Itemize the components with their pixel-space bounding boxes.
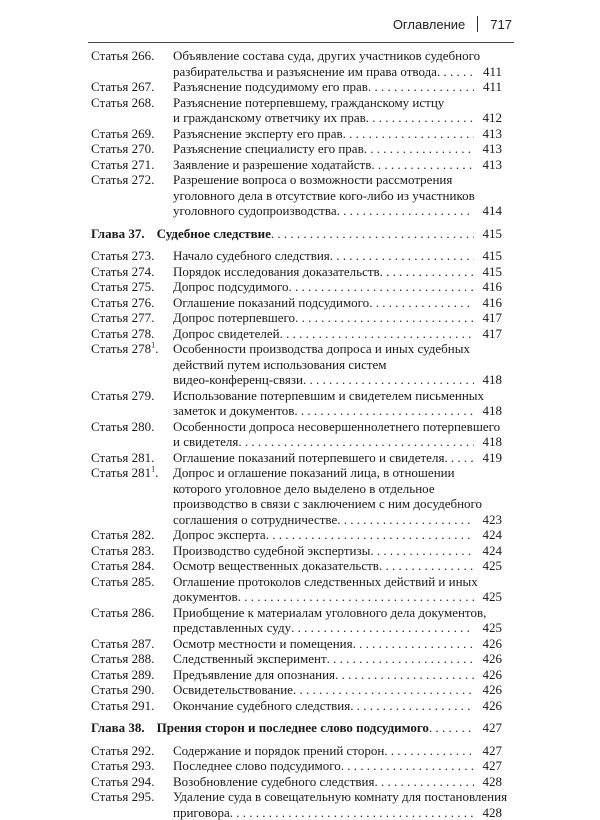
article-number: Статья $278^1$.	[91, 341, 173, 357]
page-ref: 425	[474, 558, 502, 574]
entry-title	[173, 248, 502, 264]
entry-title	[157, 226, 502, 242]
dot-leader	[444, 450, 474, 466]
title-line: разбирательства и разъяснение им права отвода	[173, 64, 437, 80]
entry-title	[173, 543, 502, 559]
dot-leader	[350, 698, 474, 714]
page-ref: 417	[474, 326, 502, 342]
dot-leader	[364, 141, 474, 157]
title-line: приговора	[173, 805, 230, 820]
title-line: Удаление суда в совещательную комнату для постановления	[173, 789, 502, 805]
dot-leader	[295, 310, 474, 326]
title-line: Разъяснение потерпевшему, гражданскому истцу	[173, 95, 502, 111]
number-label: Статья 269.	[91, 126, 154, 141]
entry-title	[173, 667, 502, 683]
toc-entry[interactable]	[91, 574, 502, 605]
article-number	[91, 543, 173, 559]
page-ref: 426	[474, 636, 502, 652]
dot-leader	[370, 543, 474, 559]
page-ref: 411	[474, 79, 502, 95]
title-last-line	[173, 682, 502, 698]
title-line: Оглашение показаний потерпевшего и свидетеля	[173, 450, 444, 466]
dot-leader	[353, 636, 474, 652]
page-ref: 418	[474, 403, 502, 419]
article-number	[91, 667, 173, 683]
number-label: Глава 37.	[91, 226, 145, 241]
title-last-line	[173, 512, 502, 528]
title-last-line	[173, 279, 502, 295]
toc-entry[interactable]	[91, 295, 502, 311]
page-ref: 418	[474, 434, 502, 450]
article-number	[91, 126, 173, 142]
title-line: Допрос и оглашение показаний лица, в отношении	[173, 465, 502, 481]
title-last-line	[173, 372, 502, 388]
article-number	[91, 682, 173, 698]
article-number	[91, 157, 173, 173]
dot-leader	[368, 79, 474, 95]
title-line: Объявление состава суда, других участников судебного	[173, 48, 502, 64]
entry-title	[173, 295, 502, 311]
title-last-line	[173, 403, 502, 419]
number-label: Статья 266.	[91, 48, 154, 63]
dot-leader	[384, 743, 474, 759]
toc-entry[interactable]	[91, 543, 502, 559]
title-line: соглашения о сотрудничестве	[173, 512, 337, 528]
number-label: Статья 291.	[91, 698, 154, 713]
article-number	[91, 698, 173, 714]
dot-leader	[303, 372, 474, 388]
article-number	[91, 558, 173, 574]
entry-title	[173, 450, 502, 466]
entry-title	[173, 172, 502, 219]
title-line: Особенности производства допроса и иных судебных	[173, 341, 502, 357]
entry-title	[173, 279, 502, 295]
title-line: документов	[173, 589, 238, 605]
title-last-line	[173, 743, 502, 759]
number-label: Статья 290.	[91, 682, 154, 697]
entry-title	[173, 758, 502, 774]
title-line: заметок и документов	[173, 403, 294, 419]
page-ref: 424	[474, 527, 502, 543]
toc-entry[interactable]	[91, 79, 502, 95]
entry-title	[173, 341, 502, 388]
toc-entry[interactable]	[91, 605, 502, 636]
header-separator	[477, 16, 478, 32]
toc-entry[interactable]	[91, 341, 502, 388]
title-line: Следственный эксперимент	[173, 651, 327, 667]
number-label: Статья 281	[91, 465, 151, 480]
page-ref: 412	[474, 110, 502, 126]
title-line: Осмотр местности и помещения	[173, 636, 353, 652]
entry-title	[173, 605, 502, 636]
title-line: Производство судебной экспертизы	[173, 543, 370, 559]
number-label: Статья 284.	[91, 558, 154, 573]
page-ref: 415	[474, 264, 502, 280]
title-line: Последнее слово подсудимого	[173, 758, 341, 774]
title-line: Допрос свидетелей	[173, 326, 280, 342]
title-line: которого уголовное дело выделено в отдельное	[173, 481, 502, 497]
page-ref: 417	[474, 310, 502, 326]
page-ref: 428	[474, 805, 502, 820]
title-last-line	[173, 157, 502, 173]
title-line: Допрос подсудимого	[173, 279, 288, 295]
number-label: Статья 273.	[91, 248, 154, 263]
dot-leader	[230, 805, 474, 820]
title-last-line	[173, 295, 502, 311]
dot-leader	[380, 264, 474, 280]
title-last-line	[157, 226, 502, 242]
entry-title	[173, 157, 502, 173]
toc-entry[interactable]	[91, 774, 502, 790]
toc-chapter[interactable]	[91, 226, 502, 242]
page-ref: 426	[474, 698, 502, 714]
dot-leader	[280, 326, 474, 342]
toc-entry[interactable]	[91, 465, 502, 527]
article-number: Статья $281^1$.	[91, 465, 173, 481]
article-number	[91, 743, 173, 759]
number-label: Статья 294.	[91, 774, 154, 789]
page-ref: 427	[474, 743, 502, 759]
title-last-line	[173, 558, 502, 574]
title-line: Возобновление судебного следствия	[173, 774, 374, 790]
number-label: Статья 270.	[91, 141, 154, 156]
title-line: уголовного дела в отсутствие кого-либо из участников	[173, 188, 502, 204]
article-number	[91, 651, 173, 667]
page-ref: 424	[474, 543, 502, 559]
toc-entry[interactable]	[91, 698, 502, 714]
title-last-line	[173, 758, 502, 774]
entry-title	[173, 310, 502, 326]
dot-leader	[341, 758, 474, 774]
entry-title	[173, 126, 502, 142]
toc-entry[interactable]	[91, 126, 502, 142]
entry-title	[157, 720, 502, 736]
number-label: Статья 275.	[91, 279, 154, 294]
article-number	[91, 636, 173, 652]
page-ref: 428	[474, 774, 502, 790]
page-ref: 426	[474, 682, 502, 698]
entry-title	[173, 141, 502, 157]
number-label: Статья 286.	[91, 605, 154, 620]
title-line: Содержание и порядок прений сторон	[173, 743, 384, 759]
entry-title	[173, 465, 502, 527]
title-line: Разрешение вопроса о возможности рассмотрения	[173, 172, 502, 188]
toc-entry[interactable]	[91, 48, 502, 79]
number-label: Статья 280.	[91, 419, 154, 434]
entry-title	[173, 388, 502, 419]
entry-title	[173, 48, 502, 79]
toc-entry[interactable]	[91, 667, 502, 683]
article-number	[91, 248, 173, 264]
title-line: Использование потерпевшим и свидетелем письменных	[173, 388, 502, 404]
title-line: и свидетеля	[173, 434, 238, 450]
page-ref: 418	[474, 372, 502, 388]
dot-leader	[429, 720, 474, 736]
title-last-line	[173, 620, 502, 636]
toc-entry[interactable]	[91, 743, 502, 759]
dot-leader	[379, 558, 474, 574]
article-number	[91, 527, 173, 543]
title-line: Освидетельствование	[173, 682, 293, 698]
title-line: Допрос потерпевшего	[173, 310, 295, 326]
number-label: Статья 282.	[91, 527, 154, 542]
entry-title	[173, 789, 502, 820]
title-line: действий путем использования систем	[173, 357, 502, 373]
number-label: Статья 272.	[91, 172, 154, 187]
title-last-line	[173, 589, 502, 605]
title-last-line	[173, 636, 502, 652]
title-line: Оглашение показаний подсудимого	[173, 295, 369, 311]
toc-entry[interactable]	[91, 636, 502, 652]
page-ref: 413	[474, 126, 502, 142]
title-line: Порядок исследования доказательств	[173, 264, 380, 280]
title-line: Оглашение протоколов следственных действий и иных	[173, 574, 502, 590]
header-rule	[88, 42, 514, 43]
title-last-line	[173, 450, 502, 466]
toc-entry[interactable]	[91, 310, 502, 326]
article-number	[91, 450, 173, 466]
article-number	[91, 48, 173, 64]
title-line: Судебное следствие	[157, 226, 271, 242]
number-label: Статья 283.	[91, 543, 154, 558]
title-line: Особенности допроса несовершеннолетнего потерпевшего	[173, 419, 502, 435]
number-label: Статья 268.	[91, 95, 154, 110]
title-line: Разъяснение эксперту его прав	[173, 126, 343, 142]
toc-entry[interactable]	[91, 789, 502, 820]
page-ref: 425	[474, 620, 502, 636]
title-line: видео-конференц-связи	[173, 372, 303, 388]
running-header	[393, 16, 512, 32]
entry-title	[173, 558, 502, 574]
dot-leader	[327, 651, 474, 667]
title-line: Окончание судебного следствия	[173, 698, 350, 714]
title-last-line	[173, 141, 502, 157]
article-number	[91, 264, 173, 280]
dot-leader	[337, 512, 474, 528]
title-line: Допрос эксперта	[173, 527, 266, 543]
number-label: Статья 276.	[91, 295, 154, 310]
page-ref: 427	[474, 720, 502, 736]
title-last-line	[173, 698, 502, 714]
entry-title	[173, 774, 502, 790]
number-label: Статья 281.	[91, 450, 154, 465]
dot-leader	[291, 620, 474, 636]
entry-title	[173, 326, 502, 342]
toc-entry[interactable]	[91, 388, 502, 419]
number-label: Статья 274.	[91, 264, 154, 279]
title-line: Разъяснение специалисту его прав	[173, 141, 364, 157]
article-number	[91, 79, 173, 95]
number-label: Статья 278.	[91, 326, 154, 341]
superscript-index: 1	[151, 465, 155, 474]
entry-title	[173, 636, 502, 652]
page-ref: 413	[474, 157, 502, 173]
number-label: Статья 292.	[91, 743, 154, 758]
number-label: Статья 279.	[91, 388, 154, 403]
dot-leader	[271, 226, 474, 242]
title-line: Осмотр вещественных доказательств	[173, 558, 379, 574]
page-ref: 411	[474, 64, 502, 80]
entry-title	[173, 419, 502, 450]
entry-title	[173, 682, 502, 698]
dot-leader	[335, 667, 474, 683]
dot-leader	[238, 434, 474, 450]
article-number	[91, 95, 173, 111]
page-ref: 423	[474, 512, 502, 528]
article-number	[91, 419, 173, 435]
number-label: Статья 288.	[91, 651, 154, 666]
dot-leader	[238, 589, 474, 605]
title-line: представленных суду	[173, 620, 291, 636]
table-of-contents	[91, 48, 502, 820]
dot-leader	[330, 248, 474, 264]
page-ref: 425	[474, 589, 502, 605]
title-line: Прения сторон и последнее слово подсудимого	[157, 720, 429, 736]
page-ref: 415	[474, 248, 502, 264]
number-label: Статья 289.	[91, 667, 154, 682]
article-number	[91, 326, 173, 342]
title-last-line	[173, 667, 502, 683]
title-last-line	[173, 64, 502, 80]
dot-leader	[288, 279, 474, 295]
title-line: Заявление и разрешение ходатайств	[173, 157, 371, 173]
dot-leader	[437, 64, 474, 80]
number-label: Статья 295.	[91, 789, 154, 804]
page-ref: 416	[474, 279, 502, 295]
entry-title	[173, 264, 502, 280]
chapter-number	[91, 226, 145, 242]
title-line: производство в связи с заключением с ним досудебного	[173, 496, 502, 512]
toc-entry[interactable]	[91, 279, 502, 295]
title-line: и гражданскому ответчику их прав	[173, 110, 366, 126]
title-last-line	[173, 805, 502, 820]
number-label: Статья 271.	[91, 157, 154, 172]
article-number	[91, 295, 173, 311]
toc-entry[interactable]	[91, 141, 502, 157]
page-ref: 414	[474, 203, 502, 219]
title-last-line	[173, 434, 502, 450]
title-last-line	[173, 774, 502, 790]
dot-leader	[369, 295, 474, 311]
chapter-number	[91, 720, 145, 736]
article-number	[91, 141, 173, 157]
toc-entry[interactable]	[91, 95, 502, 126]
page-ref: 426	[474, 651, 502, 667]
title-line: Разъяснение подсудимому его прав	[173, 79, 368, 95]
title-last-line	[157, 720, 502, 736]
entry-title	[173, 574, 502, 605]
article-number	[91, 310, 173, 326]
article-number	[91, 758, 173, 774]
page-ref: 413	[474, 141, 502, 157]
number-label: Статья 277.	[91, 310, 154, 325]
number-label: Статья 278	[91, 341, 151, 356]
title-last-line	[173, 326, 502, 342]
page-ref: 427	[474, 758, 502, 774]
page-ref: 426	[474, 667, 502, 683]
toc-entry[interactable]	[91, 264, 502, 280]
article-number	[91, 279, 173, 295]
number-label: Глава 38.	[91, 720, 145, 735]
toc-entry[interactable]	[91, 248, 502, 264]
toc-entry[interactable]	[91, 172, 502, 219]
title-last-line	[173, 79, 502, 95]
number-label: Статья 293.	[91, 758, 154, 773]
number-label: Статья 267.	[91, 79, 154, 94]
title-last-line	[173, 126, 502, 142]
number-label: Статья 287.	[91, 636, 154, 651]
toc-entry[interactable]	[91, 419, 502, 450]
article-number	[91, 574, 173, 590]
toc-entry[interactable]	[91, 682, 502, 698]
article-number	[91, 789, 173, 805]
dot-leader	[294, 403, 474, 419]
dot-leader	[266, 527, 474, 543]
article-number	[91, 605, 173, 621]
toc-entry[interactable]	[91, 651, 502, 667]
toc-entry[interactable]	[91, 326, 502, 342]
dot-leader	[293, 682, 474, 698]
title-line: Начало судебного следствия	[173, 248, 330, 264]
dot-leader	[343, 126, 474, 142]
title-last-line	[173, 203, 502, 219]
title-last-line	[173, 310, 502, 326]
page-ref: 416	[474, 295, 502, 311]
article-number	[91, 388, 173, 404]
article-number	[91, 774, 173, 790]
toc-entry[interactable]	[91, 527, 502, 543]
title-line: уголовного судопроизводства	[173, 203, 337, 219]
toc-entry[interactable]	[91, 758, 502, 774]
title-line: Приобщение к материалам уголовного дела документов,	[173, 605, 502, 621]
entry-title	[173, 651, 502, 667]
entry-title	[173, 743, 502, 759]
title-last-line	[173, 527, 502, 543]
dot-leader	[366, 110, 474, 126]
dot-leader	[374, 774, 474, 790]
number-label: Статья 285.	[91, 574, 154, 589]
header-title: Оглавление	[393, 17, 465, 32]
toc-entry[interactable]	[91, 450, 502, 466]
dot-leader	[337, 203, 474, 219]
superscript-index: 1	[151, 341, 155, 350]
toc-entry[interactable]	[91, 157, 502, 173]
entry-title	[173, 527, 502, 543]
title-last-line	[173, 543, 502, 559]
title-last-line	[173, 651, 502, 667]
entry-title	[173, 698, 502, 714]
entry-title	[173, 79, 502, 95]
article-number	[91, 172, 173, 188]
toc-chapter[interactable]	[91, 720, 502, 736]
entry-title	[173, 95, 502, 126]
page-number: 717	[490, 17, 512, 32]
title-last-line	[173, 264, 502, 280]
title-last-line	[173, 110, 502, 126]
title-last-line	[173, 248, 502, 264]
title-line: Предъявление для опознания	[173, 667, 335, 683]
page-ref: 419	[474, 450, 502, 466]
toc-entry[interactable]	[91, 558, 502, 574]
dot-leader	[371, 157, 474, 173]
page-ref: 415	[474, 226, 502, 242]
